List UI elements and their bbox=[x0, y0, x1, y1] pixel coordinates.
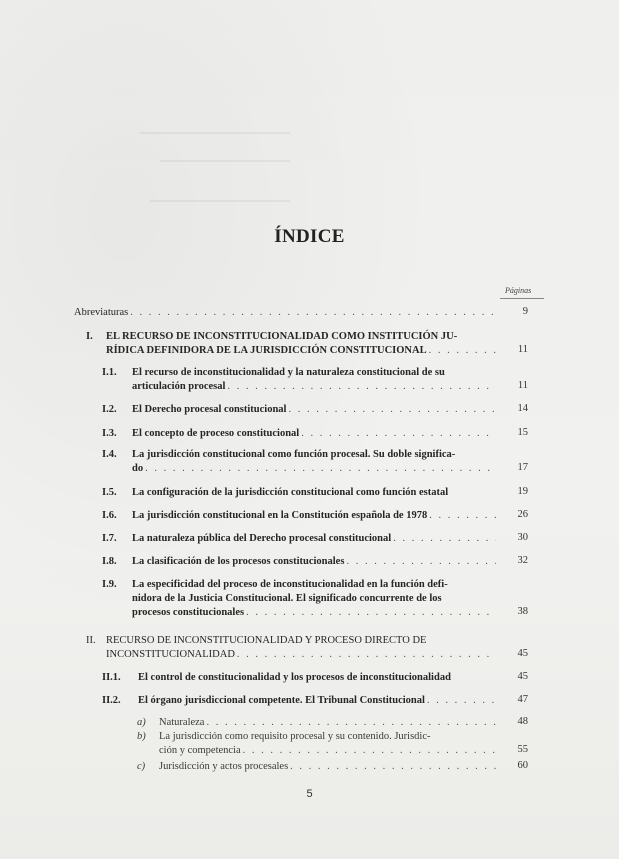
leader-dots bbox=[130, 306, 496, 320]
toc-entry-text-line: nidora de la Justicia Constitucional. El significado concurrente de los bbox=[132, 593, 442, 604]
toc-page-number: 55 bbox=[517, 744, 528, 755]
leader-dots bbox=[243, 744, 496, 758]
toc-entry-text-line: El recurso de inconstitucionalidad y la naturaleza constitucional de su bbox=[132, 367, 445, 378]
toc-entry-text-line: La naturaleza pública del Derecho procesal constitucional bbox=[132, 533, 392, 544]
toc-page-number: 11 bbox=[517, 344, 528, 355]
toc-entry-text-line: La jurisdicción como requisito procesal y su contenido. Jurisdic- bbox=[159, 731, 431, 742]
toc-entry-number: b) bbox=[137, 731, 146, 742]
toc-page-number: 14 bbox=[517, 403, 528, 414]
toc-entry-text-line: INCONSTITUCIONALIDAD bbox=[106, 649, 235, 660]
toc-page-number: 26 bbox=[517, 509, 528, 520]
toc-entry-text-line: Naturaleza bbox=[159, 717, 205, 728]
toc-page-number: 9 bbox=[522, 306, 528, 317]
leader-dots bbox=[393, 532, 496, 546]
toc-entry-text-line: El concepto de proceso constitucional bbox=[132, 428, 300, 439]
leader-dots bbox=[237, 648, 496, 662]
pages-column-rule bbox=[500, 298, 544, 299]
toc-entry-number: I.1. bbox=[102, 367, 117, 378]
page-title: ÍNDICE bbox=[274, 226, 345, 247]
toc-entry-number: I.3. bbox=[102, 428, 117, 439]
leader-dots bbox=[429, 344, 496, 358]
toc-entry-abreviaturas[interactable] bbox=[74, 306, 498, 320]
toc-page-number: 38 bbox=[517, 606, 528, 617]
toc-entry-text-line: articulación procesal bbox=[132, 381, 226, 392]
toc-entry-number: I. bbox=[86, 331, 93, 342]
toc-entry-text-line: El órgano jurisdiccional competente. El Tribunal Constitucional bbox=[138, 695, 425, 706]
toc-entry-text-line: El control de constitucionalidad y los procesos de inconstitucionalidad bbox=[138, 672, 451, 683]
toc-page-number: 17 bbox=[517, 462, 528, 473]
toc-entry-number: II. bbox=[86, 635, 96, 646]
leader-dots bbox=[429, 509, 496, 523]
toc-entry-number: I.4. bbox=[102, 449, 117, 460]
leader-dots bbox=[346, 555, 496, 569]
toc-entry-number: c) bbox=[137, 761, 146, 772]
toc-entry-text-line: La configuración de la jurisdicción constitucional como función estatal bbox=[132, 487, 449, 498]
toc-entry-text-line: ción y competencia bbox=[159, 745, 241, 756]
leader-dots bbox=[427, 694, 496, 708]
toc-entry-number: I.6. bbox=[102, 510, 117, 521]
toc-entry-number: a) bbox=[137, 717, 146, 728]
leader-dots bbox=[206, 716, 496, 730]
toc-page-number: 47 bbox=[517, 694, 528, 705]
leader-dots bbox=[145, 462, 496, 476]
toc-entry-number: I.9. bbox=[102, 579, 117, 590]
toc-page-number: 48 bbox=[517, 716, 528, 727]
leader-dots bbox=[288, 403, 496, 417]
pages-column-label: Páginas bbox=[505, 286, 532, 295]
toc-entry-number: I.5. bbox=[102, 487, 117, 498]
toc-entry-text-line: La especificidad del proceso de inconstitucionalidad en la función defi- bbox=[132, 579, 448, 590]
leader-dots bbox=[227, 380, 496, 394]
toc-entry-text-line: La jurisdicción constitucional en la Constitución española de 1978 bbox=[132, 510, 428, 521]
toc-entry-text-line: do bbox=[132, 463, 144, 474]
toc-entry-number: I.7. bbox=[102, 533, 117, 544]
toc-entry-text: Abreviaturas bbox=[74, 307, 129, 318]
toc-entry-text-line: La clasificación de los procesos constitucionales bbox=[132, 556, 345, 567]
toc-page-number: 45 bbox=[517, 671, 528, 682]
leader-dots bbox=[301, 427, 496, 441]
leader-dots bbox=[290, 760, 496, 774]
toc-entry-text-line: El Derecho procesal constitucional bbox=[132, 404, 287, 415]
toc-entry-text-line: Jurisdicción y actos procesales bbox=[159, 761, 289, 772]
toc-entry-text-line: RÍDICA DEFINIDORA DE LA JURISDICCIÓN CONSTITUCIONAL bbox=[106, 345, 427, 356]
leader-dots bbox=[246, 606, 496, 620]
bleed-through-mark bbox=[150, 200, 290, 202]
toc-page-number: 32 bbox=[517, 555, 528, 566]
page-number: 5 bbox=[306, 788, 313, 800]
toc-page-number: 30 bbox=[517, 532, 528, 543]
bleed-through-mark bbox=[140, 132, 290, 134]
toc-entry-number: I.8. bbox=[102, 556, 117, 567]
toc-page-number: 11 bbox=[517, 380, 528, 391]
toc-entry-number: I.2. bbox=[102, 404, 117, 415]
toc-page-number: 15 bbox=[517, 427, 528, 438]
toc-page-number: 19 bbox=[517, 486, 528, 497]
toc-entry-text-line: RECURSO DE INCONSTITUCIONALIDAD Y PROCESO DIRECTO DE bbox=[106, 635, 427, 646]
bleed-through-mark bbox=[160, 160, 290, 162]
toc-page-number: 45 bbox=[517, 648, 528, 659]
toc-page-number: 60 bbox=[517, 760, 528, 771]
toc-entry-text-line: La jurisdicción constitucional como función procesal. Su doble significa- bbox=[132, 449, 456, 460]
toc-entry-text-line: procesos constitucionales bbox=[132, 607, 245, 618]
toc-entry-text-line: EL RECURSO DE INCONSTITUCIONALIDAD COMO INSTITUCIÓN JU- bbox=[106, 331, 458, 342]
toc-entry-number: II.1. bbox=[102, 672, 121, 683]
toc-entry-number: II.2. bbox=[102, 695, 121, 706]
